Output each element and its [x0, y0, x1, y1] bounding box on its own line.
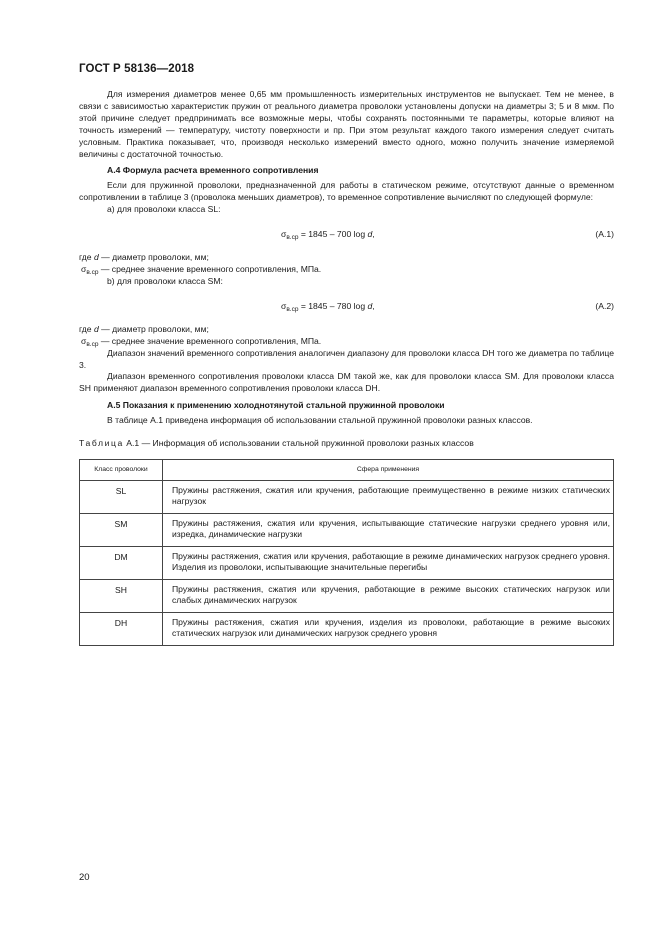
list-item-a: а) для проволоки класса SL:	[107, 204, 221, 215]
formula-a1-number: (А.1)	[595, 229, 614, 240]
paragraph-measurement: Для измерения диаметров менее 0,65 мм промышленность измерительных инструментов не выпускает. Тем не менее, в связи с зависимостью характеристик пружин от реального диаметра проволоки установлены допуски на диаметры 3; 5 и 8 мкм. По этой причине следует предпринимать все возможные меры, чтобы сохранять постоянными те параметры, которые влияют на точность измерений — температуру, чистоту поверхности и пр. При этом результат каждого такого измерения следует считать условным. Практика показывает, что, производя несколько измерений вместо одного, можно получить значение измеряемой величины с достаточной точностью.	[79, 89, 614, 159]
section-heading-a5: А.5 Показания к применению холоднотянутой стальной пружинной проволоки	[107, 400, 445, 411]
table-cell-application: Пружины растяжения, сжатия или кручения, работающие в режиме высоких статических нагрузок или слабых динамических нагрузок	[163, 579, 614, 612]
table-caption: Таблица А.1 — Информация об использовании стальной пружинной проволоки разных классов	[79, 438, 474, 449]
table-header-row	[80, 459, 614, 480]
table-cell-application: Пружины растяжения, сжатия или кручения, работающие в режиме динамических нагрузок среднего уровня. Изделия из проволоки, испытывающие значительные перегибы	[163, 546, 614, 579]
table-row	[80, 579, 614, 612]
document-header: ГОСТ Р 58136—2018	[79, 63, 195, 75]
table-row	[80, 513, 614, 546]
table-row	[80, 546, 614, 579]
table-header-class: Класс проволоки	[80, 459, 163, 480]
table-cell-application: Пружины растяжения, сжатия или кручения, работающие преимущественно в режиме низких статических нагрузок	[163, 480, 614, 513]
section-heading-a4: А.4 Формула расчета временного сопротивления	[107, 165, 319, 176]
where-d-1: где d — диаметр проволоки, мм;	[79, 252, 209, 263]
table-cell-class: SH	[80, 579, 163, 612]
where-sigma-1: $\sigma_{в.ср}$ — среднее значение временного сопротивления, МПа.	[81, 263, 322, 276]
table-cell-class: SM	[80, 513, 163, 546]
table-cell-application: Пружины растяжения, сжатия или кручения, испытывающие статические нагрузки среднего уровня или, изредка, динамические нагрузки	[163, 513, 614, 546]
where-d-2: где d — диаметр проволоки, мм;	[79, 323, 209, 334]
paragraph-range-dh: Диапазон значений временного сопротивления аналогичен диапазону для проволоки класса DH того же диаметра по таблице 3.	[79, 347, 614, 370]
table-cell-application: Пружины растяжения, сжатия или кручения, изделия из проволоки, работающие в режиме высоких статических нагрузок или динамических нагрузок среднего уровня	[163, 612, 614, 645]
list-item-b: b) для проволоки класса SM:	[107, 275, 223, 286]
table-cell-class: SL	[80, 480, 163, 513]
table-cell-class: DM	[80, 546, 163, 579]
table-row	[80, 612, 614, 645]
paragraph-formula-intro: Если для пружинной проволоки, предназначенной для работы в статическом режиме, отсутствуют данные о временном сопротивлении в таблице 3 (проволока меньших диаметров), то временное сопротивление вычисляют по следующей формуле:	[79, 180, 614, 203]
table-cell-class: DH	[80, 612, 163, 645]
formula-a2	[79, 301, 614, 313]
paragraph-range-dm: Диапазон временного сопротивления проволоки класса DM такой же, как для проволоки класса SM. Для проволоки класса SH применяют диапазон временного сопротивления проволоки класса DH.	[79, 371, 614, 394]
where-sigma-2: $\sigma_{в.ср}$ — среднее значение временного сопротивления, МПа.	[81, 335, 322, 348]
formula-a1	[79, 229, 614, 241]
paragraph-table-intro: В таблице А.1 приведена информация об использовании стальной пружинной проволоки разных классов.	[107, 415, 533, 426]
formula-a2-number: (А.2)	[595, 300, 614, 311]
page-number: 20	[79, 872, 90, 883]
table-header-application: Сфера применения	[163, 459, 614, 480]
formula-a1-expression: $\sigma_{в.ср} = 1845 - 700$ log d,	[281, 229, 375, 242]
wire-class-table	[79, 459, 614, 646]
formula-a2-expression: $\sigma_{в.ср} = 1845 - 780$ log d,	[281, 300, 375, 313]
document-body	[79, 89, 614, 646]
table-row	[80, 480, 614, 513]
